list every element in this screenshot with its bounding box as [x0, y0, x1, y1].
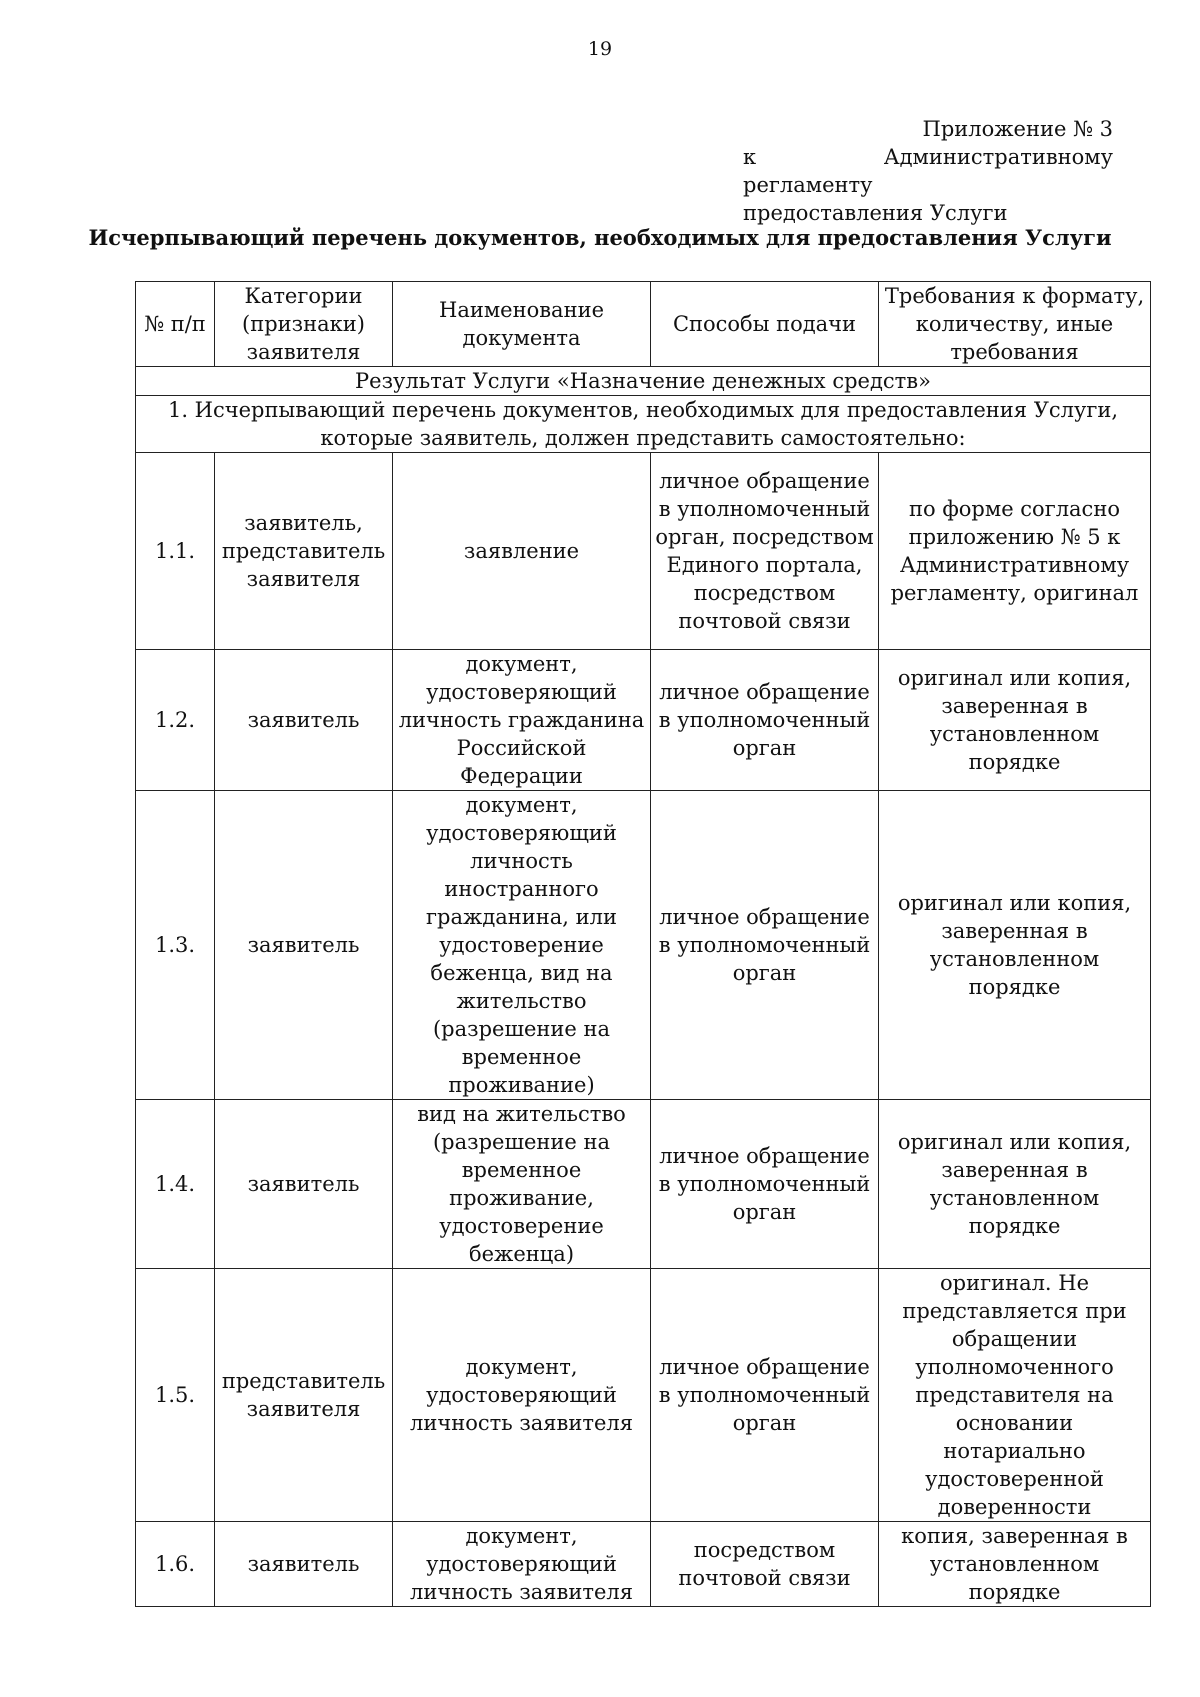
result-heading-row [136, 367, 1151, 396]
row-requirements: оригинал или копия, заверенная в установленном порядке [879, 650, 1151, 791]
row-method: личное обращение в уполномоченный орган [651, 1269, 879, 1522]
row-requirements: по форме согласно приложению № 5 к Административному регламенту, оригинал [879, 453, 1151, 650]
row-document: документ, удостоверяющий личность гражданина Российской Федерации [393, 650, 651, 791]
row-category: заявитель [215, 1522, 393, 1607]
row-category: заявитель [215, 650, 393, 791]
row-document: вид на жительство (разрешение на временное проживание, удостоверение беженца) [393, 1100, 651, 1269]
row-number: 1.3. [136, 791, 215, 1100]
row-method: личное обращение в уполномоченный орган, посредством Единого портала, посредством почтовой связи [651, 453, 879, 650]
table-row [136, 650, 1151, 791]
row-category: представитель заявителя [215, 1269, 393, 1522]
row-requirements: копия, заверенная в установленном порядке [879, 1522, 1151, 1607]
row-category: заявитель, представитель заявителя [215, 453, 393, 650]
row-document: документ, удостоверяющий личность заявителя [393, 1269, 651, 1522]
header-document: Наименование документа [393, 282, 651, 367]
header-number: № п/п [136, 282, 215, 367]
appendix-line-3: предоставления Услуги [743, 201, 1008, 225]
row-document: документ, удостоверяющий личность заявителя [393, 1522, 651, 1607]
row-method: личное обращение в уполномоченный орган [651, 650, 879, 791]
row-method: личное обращение в уполномоченный орган [651, 791, 879, 1100]
header-category: Категории (признаки) заявителя [215, 282, 393, 367]
table-row [136, 1269, 1151, 1522]
row-document: заявление [393, 453, 651, 650]
row-method: посредством почтовой связи [651, 1522, 879, 1607]
table-row [136, 791, 1151, 1100]
row-number: 1.1. [136, 453, 215, 650]
header-method: Способы подачи [651, 282, 879, 367]
documents-table [135, 281, 1151, 1607]
document-title: Исчерпывающий перечень документов, необходимых для предоставления Услуги [88, 225, 1112, 250]
row-method: личное обращение в уполномоченный орган [651, 1100, 879, 1269]
row-requirements: оригинал или копия, заверенная в установленном порядке [879, 791, 1151, 1100]
table-row [136, 453, 1151, 650]
result-heading: Результат Услуги «Назначение денежных средств» [136, 367, 1151, 396]
row-number: 1.2. [136, 650, 215, 791]
row-number: 1.6. [136, 1522, 215, 1607]
appendix-line-1: Приложение № 3 [922, 117, 1113, 141]
row-number: 1.5. [136, 1269, 215, 1522]
row-requirements: оригинал. Не представляется при обращении уполномоченного представителя на основании нотариально удостоверенной доверенности [879, 1269, 1151, 1522]
row-document: документ, удостоверяющий личность иностранного гражданина, или удостоверение беженца, вид на жительство (разрешение на временное проживание) [393, 791, 651, 1100]
section-heading-row [136, 396, 1151, 453]
appendix-line-2: к Административному регламенту [743, 145, 1113, 197]
table-row [136, 1522, 1151, 1607]
row-number: 1.4. [136, 1100, 215, 1269]
table-header-row [136, 282, 1151, 367]
row-category: заявитель [215, 1100, 393, 1269]
table-row [136, 1100, 1151, 1269]
row-category: заявитель [215, 791, 393, 1100]
page-number: 19 [587, 38, 613, 60]
header-requirements: Требования к формату, количеству, иные требования [879, 282, 1151, 367]
appendix-reference [743, 115, 1113, 227]
row-requirements: оригинал или копия, заверенная в установленном порядке [879, 1100, 1151, 1269]
section-heading: 1. Исчерпывающий перечень документов, необходимых для предоставления Услуги, которые заявитель, должен представить самостоятельно: [136, 396, 1151, 453]
